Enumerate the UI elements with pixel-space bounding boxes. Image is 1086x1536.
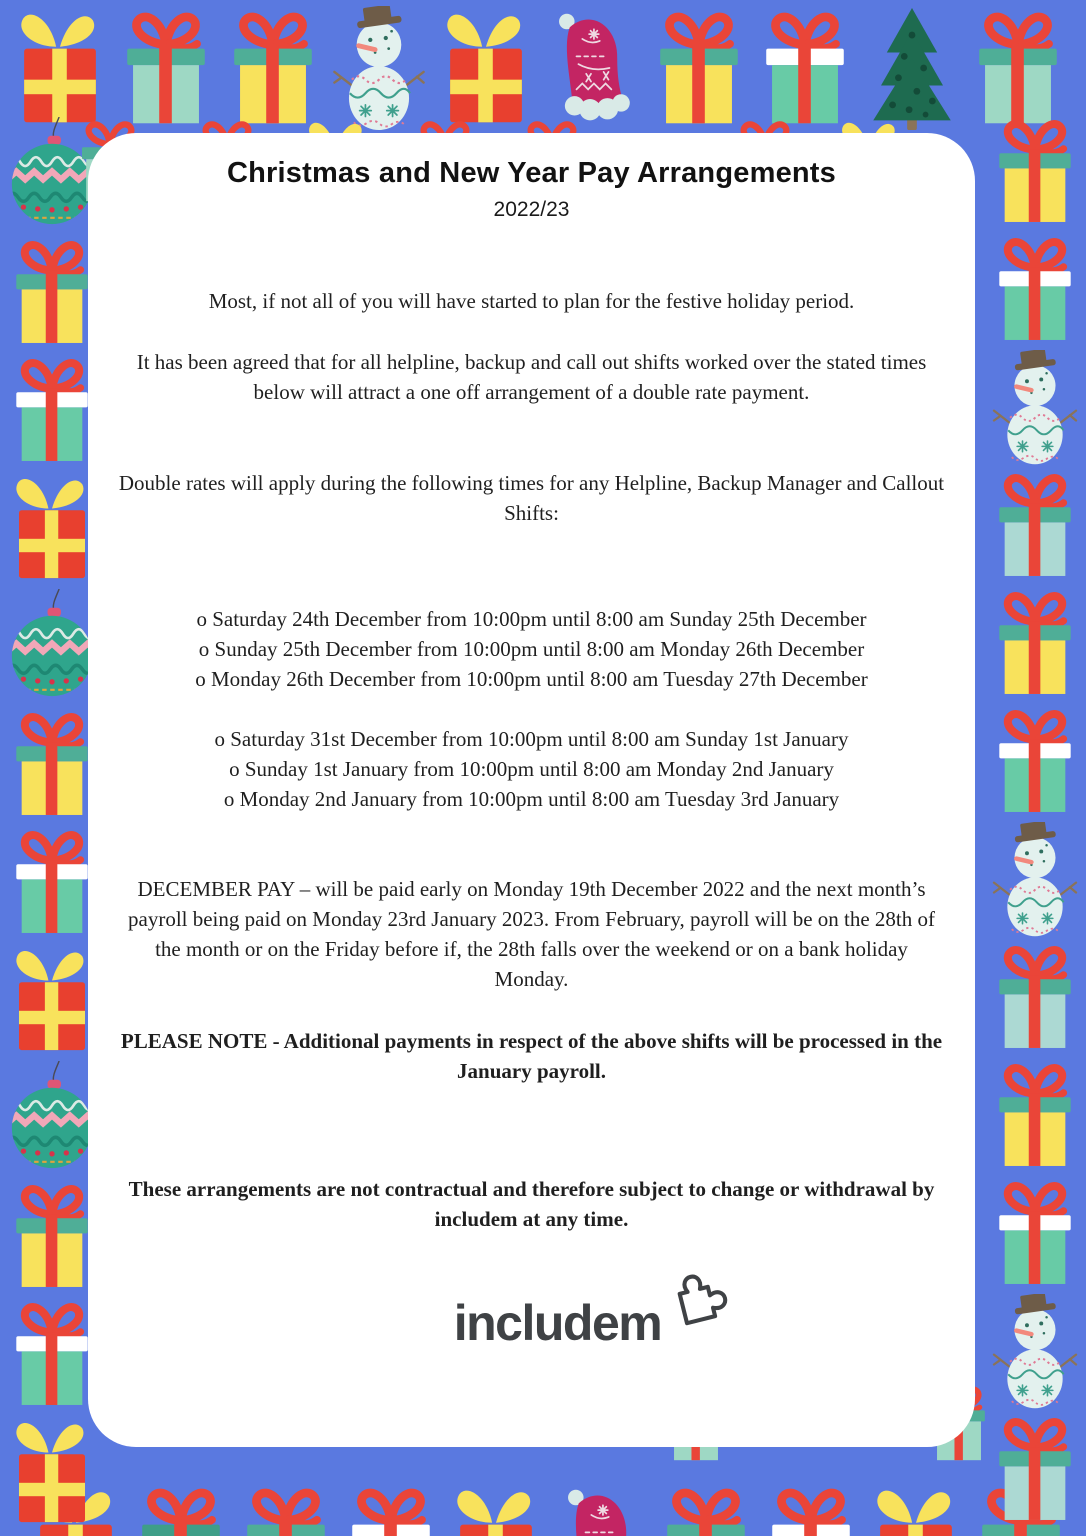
- gift-red-cross-icon: [864, 1482, 968, 1536]
- list-item: o Monday 2nd January from 10:00pm until 8:00 am Tuesday 3rd January: [223, 787, 840, 811]
- gift-red-cross-icon: [4, 1415, 100, 1531]
- snowman-icon: [987, 822, 1083, 938]
- gift-yellow-icon: [987, 586, 1083, 702]
- gift-lightteal-icon: [987, 1412, 1083, 1528]
- january-shift-list: [118, 724, 945, 814]
- gift-red-cross-icon: [444, 1482, 548, 1536]
- disclaimer-paragraph: These arrangements are not contractual and therefore subject to change or withdrawal by includem at any time.: [128, 1177, 935, 1231]
- gift-teal-white-icon: [987, 1176, 1083, 1292]
- logo-area: [118, 1295, 945, 1408]
- list-item: o Saturday 24th December from 10:00pm until 8:00 am Sunday 25th December: [196, 607, 867, 631]
- december-pay-paragraph: DECEMBER PAY – will be paid early on Monday 19th December 2022 and the next month’s payroll being paid on Monday 23rd January 2023. From February, payroll will be on the 28th of the month or on the Friday before if, the 28th falls over the weekend or on a bank holiday Monday.: [128, 877, 935, 991]
- gift-teal-white-icon: [987, 704, 1083, 820]
- page-title: Christmas and New Year Pay Arrangements: [227, 157, 836, 189]
- gift-lightteal-icon: [987, 468, 1083, 584]
- snowman-icon: [987, 1294, 1083, 1410]
- gift-teal-white-icon: [339, 1482, 443, 1536]
- agreement-paragraph: It has been agreed that for all helpline, backup and call out shifts worked over the stated times below will attract a one off arrangement of a double rate payment.: [136, 350, 927, 404]
- gift-teal-dark-icon: [129, 1482, 233, 1536]
- ornament-icon: [4, 1061, 100, 1177]
- please-note-paragraph: PLEASE NOTE - Additional payments in respect of the above shifts will be processed in the January payroll.: [120, 1029, 943, 1083]
- page-subtitle: 2022/23: [493, 198, 570, 221]
- gift-teal-white-icon: [4, 1297, 100, 1413]
- snowman-icon: [987, 350, 1083, 466]
- gift-teal-white-icon: [987, 232, 1083, 348]
- december-shift-list: [118, 604, 945, 694]
- puzzle-piece-icon: [659, 1261, 733, 1332]
- gift-yellow-icon: [987, 114, 1083, 230]
- notice-card: [88, 133, 975, 1447]
- gift-red-cross-icon: [4, 471, 100, 587]
- gift-red-cross-icon: [4, 943, 100, 1059]
- list-item: o Sunday 1st January from 10:00pm until 8:00 am Monday 2nd January: [229, 757, 834, 781]
- gift-yellow-icon: [4, 1179, 100, 1295]
- gift-teal-white-icon: [759, 1482, 863, 1536]
- list-item: o Monday 26th December from 10:00pm until 8:00 am Tuesday 27th December: [195, 667, 868, 691]
- list-item: o Sunday 25th December from 10:00pm until 8:00 am Monday 26th December: [198, 637, 865, 661]
- includem-logo: [453, 1295, 662, 1351]
- gift-yellow-icon: [654, 1482, 758, 1536]
- logo-wordmark: includem: [453, 1295, 662, 1351]
- gift-teal-white-icon: [4, 825, 100, 941]
- ornament-icon: [4, 589, 100, 705]
- gift-teal-white-icon: [4, 353, 100, 469]
- double-rates-heading: Double rates will apply during the following times for any Helpline, Backup Manager and Callout Shifts:: [118, 471, 945, 525]
- santa-hat-icon: [549, 1482, 653, 1536]
- intro-paragraph: Most, if not all of you will have started to plan for the festive holiday period.: [208, 289, 855, 313]
- gift-yellow-icon: [4, 707, 100, 823]
- gift-yellow-icon: [234, 1482, 338, 1536]
- gift-yellow-icon: [987, 1058, 1083, 1174]
- gift-yellow-icon: [4, 235, 100, 351]
- gift-lightteal-icon: [987, 940, 1083, 1056]
- list-item: o Saturday 31st December from 10:00pm until 8:00 am Sunday 1st January: [214, 727, 849, 751]
